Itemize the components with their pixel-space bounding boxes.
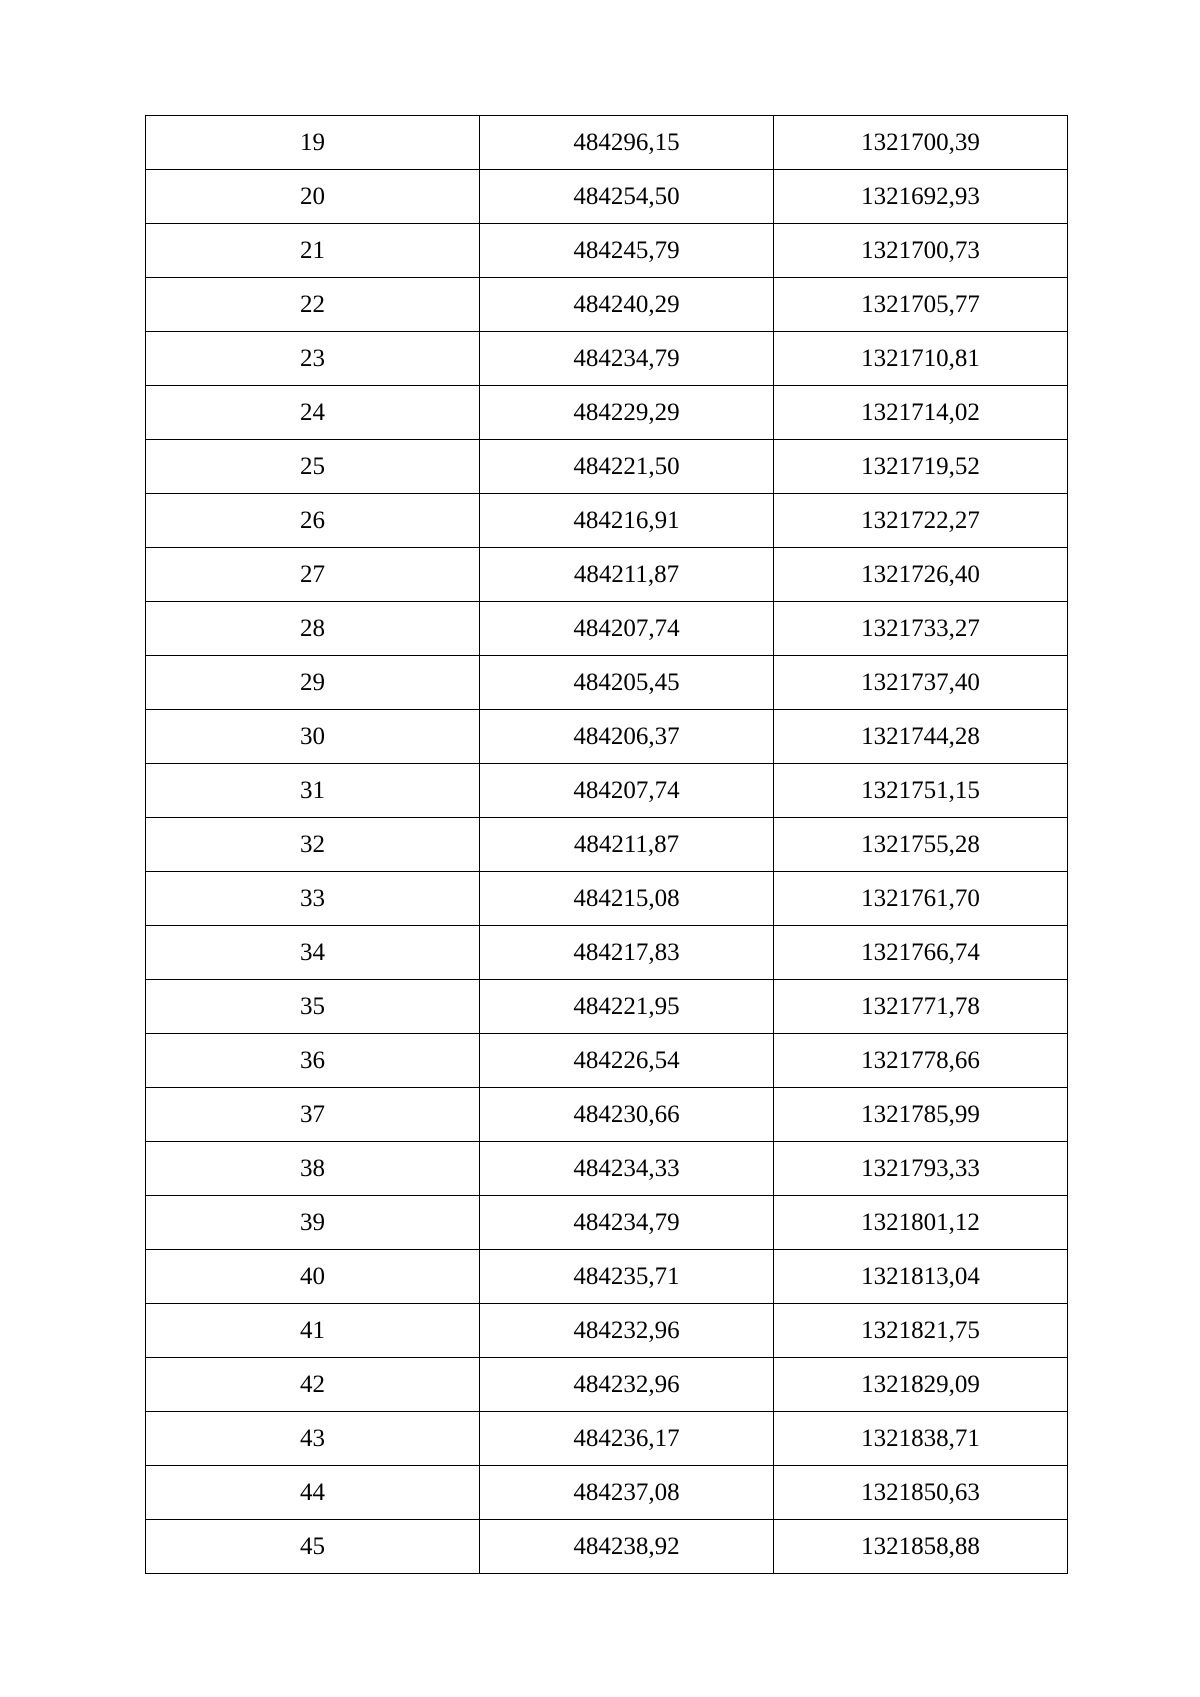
x-coordinate-cell: 484232,96 [480, 1358, 774, 1412]
point-number-cell: 20 [146, 170, 480, 224]
y-coordinate-cell: 1321793,33 [774, 1142, 1068, 1196]
x-coordinate-cell: 484234,79 [480, 1196, 774, 1250]
y-coordinate-cell: 1321801,12 [774, 1196, 1068, 1250]
x-coordinate-cell: 484245,79 [480, 224, 774, 278]
y-coordinate-cell: 1321858,88 [774, 1520, 1068, 1574]
point-number-cell: 25 [146, 440, 480, 494]
y-coordinate-cell: 1321755,28 [774, 818, 1068, 872]
table-row [146, 710, 1068, 764]
y-coordinate-cell: 1321710,81 [774, 332, 1068, 386]
table-row [146, 1142, 1068, 1196]
point-number-cell: 40 [146, 1250, 480, 1304]
table-row [146, 1304, 1068, 1358]
x-coordinate-cell: 484234,33 [480, 1142, 774, 1196]
point-number-cell: 33 [146, 872, 480, 926]
x-coordinate-cell: 484217,83 [480, 926, 774, 980]
table-row [146, 224, 1068, 278]
point-number-cell: 23 [146, 332, 480, 386]
x-coordinate-cell: 484211,87 [480, 548, 774, 602]
table-row [146, 1520, 1068, 1574]
table-row [146, 1088, 1068, 1142]
x-coordinate-cell: 484232,96 [480, 1304, 774, 1358]
table-row [146, 1358, 1068, 1412]
table-row [146, 1412, 1068, 1466]
x-coordinate-cell: 484221,50 [480, 440, 774, 494]
x-coordinate-cell: 484205,45 [480, 656, 774, 710]
y-coordinate-cell: 1321751,15 [774, 764, 1068, 818]
table-row [146, 494, 1068, 548]
point-number-cell: 29 [146, 656, 480, 710]
point-number-cell: 28 [146, 602, 480, 656]
table-row [146, 116, 1068, 170]
point-number-cell: 26 [146, 494, 480, 548]
table-row [146, 440, 1068, 494]
x-coordinate-cell: 484229,29 [480, 386, 774, 440]
y-coordinate-cell: 1321705,77 [774, 278, 1068, 332]
x-coordinate-cell: 484296,15 [480, 116, 774, 170]
x-coordinate-cell: 484237,08 [480, 1466, 774, 1520]
point-number-cell: 38 [146, 1142, 480, 1196]
y-coordinate-cell: 1321692,93 [774, 170, 1068, 224]
y-coordinate-cell: 1321813,04 [774, 1250, 1068, 1304]
y-coordinate-cell: 1321700,73 [774, 224, 1068, 278]
x-coordinate-cell: 484207,74 [480, 602, 774, 656]
y-coordinate-cell: 1321726,40 [774, 548, 1068, 602]
table-row [146, 1250, 1068, 1304]
point-number-cell: 21 [146, 224, 480, 278]
point-number-cell: 43 [146, 1412, 480, 1466]
y-coordinate-cell: 1321766,74 [774, 926, 1068, 980]
x-coordinate-cell: 484215,08 [480, 872, 774, 926]
x-coordinate-cell: 484254,50 [480, 170, 774, 224]
x-coordinate-cell: 484235,71 [480, 1250, 774, 1304]
y-coordinate-cell: 1321838,71 [774, 1412, 1068, 1466]
y-coordinate-cell: 1321821,75 [774, 1304, 1068, 1358]
table-row [146, 170, 1068, 224]
point-number-cell: 41 [146, 1304, 480, 1358]
y-coordinate-cell: 1321850,63 [774, 1466, 1068, 1520]
coordinates-table [145, 115, 1068, 1574]
point-number-cell: 35 [146, 980, 480, 1034]
point-number-cell: 27 [146, 548, 480, 602]
x-coordinate-cell: 484234,79 [480, 332, 774, 386]
table-row [146, 1034, 1068, 1088]
table-row [146, 656, 1068, 710]
point-number-cell: 30 [146, 710, 480, 764]
y-coordinate-cell: 1321733,27 [774, 602, 1068, 656]
x-coordinate-cell: 484216,91 [480, 494, 774, 548]
x-coordinate-cell: 484221,95 [480, 980, 774, 1034]
y-coordinate-cell: 1321771,78 [774, 980, 1068, 1034]
y-coordinate-cell: 1321744,28 [774, 710, 1068, 764]
x-coordinate-cell: 484211,87 [480, 818, 774, 872]
table-row [146, 548, 1068, 602]
y-coordinate-cell: 1321761,70 [774, 872, 1068, 926]
table-row [146, 926, 1068, 980]
point-number-cell: 19 [146, 116, 480, 170]
y-coordinate-cell: 1321700,39 [774, 116, 1068, 170]
y-coordinate-cell: 1321719,52 [774, 440, 1068, 494]
point-number-cell: 36 [146, 1034, 480, 1088]
table-row [146, 332, 1068, 386]
point-number-cell: 45 [146, 1520, 480, 1574]
x-coordinate-cell: 484238,92 [480, 1520, 774, 1574]
point-number-cell: 42 [146, 1358, 480, 1412]
table-row [146, 602, 1068, 656]
x-coordinate-cell: 484207,74 [480, 764, 774, 818]
table-row [146, 764, 1068, 818]
table-row [146, 1196, 1068, 1250]
y-coordinate-cell: 1321785,99 [774, 1088, 1068, 1142]
point-number-cell: 44 [146, 1466, 480, 1520]
y-coordinate-cell: 1321722,27 [774, 494, 1068, 548]
point-number-cell: 32 [146, 818, 480, 872]
point-number-cell: 31 [146, 764, 480, 818]
point-number-cell: 37 [146, 1088, 480, 1142]
point-number-cell: 24 [146, 386, 480, 440]
x-coordinate-cell: 484230,66 [480, 1088, 774, 1142]
x-coordinate-cell: 484226,54 [480, 1034, 774, 1088]
table-row [146, 818, 1068, 872]
point-number-cell: 34 [146, 926, 480, 980]
table-row [146, 980, 1068, 1034]
coordinates-table-body [146, 116, 1068, 1574]
y-coordinate-cell: 1321714,02 [774, 386, 1068, 440]
table-row [146, 386, 1068, 440]
point-number-cell: 39 [146, 1196, 480, 1250]
y-coordinate-cell: 1321829,09 [774, 1358, 1068, 1412]
x-coordinate-cell: 484240,29 [480, 278, 774, 332]
table-row [146, 278, 1068, 332]
table-row [146, 872, 1068, 926]
x-coordinate-cell: 484206,37 [480, 710, 774, 764]
x-coordinate-cell: 484236,17 [480, 1412, 774, 1466]
point-number-cell: 22 [146, 278, 480, 332]
y-coordinate-cell: 1321778,66 [774, 1034, 1068, 1088]
table-row [146, 1466, 1068, 1520]
y-coordinate-cell: 1321737,40 [774, 656, 1068, 710]
